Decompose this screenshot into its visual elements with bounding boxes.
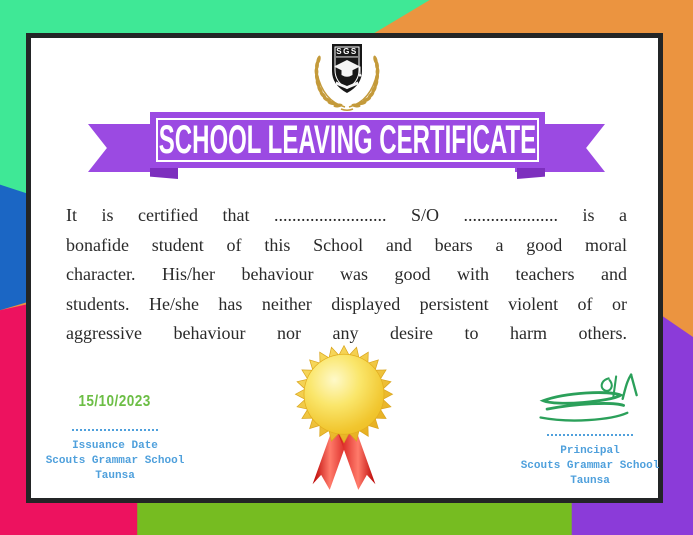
shield-icon (332, 44, 362, 93)
body-line: bonafide student of this School and bears a good moral (66, 234, 627, 255)
banner-fold-left (150, 168, 178, 179)
body-line: It is certified that ......................... S/O ..................... is a (66, 205, 627, 225)
body-line: character. His/her behaviour was good with teachers and (66, 264, 627, 284)
principal-dotted-line (547, 434, 633, 436)
principal-school: Scouts Grammar School (520, 460, 660, 472)
medal-icon (294, 344, 394, 498)
principal-label: Principal (560, 445, 620, 457)
certificate-title: SCHOOL LEAVING CERTIFICATE (158, 118, 537, 162)
issuance-label: Issuance Date (72, 440, 158, 452)
principal-block (515, 368, 665, 489)
principal-signature (534, 368, 646, 426)
certificate-body (66, 201, 627, 349)
medal-coin (304, 354, 384, 434)
principal-city: Taunsa (570, 475, 610, 487)
certificate-card (26, 33, 663, 503)
issuance-date: 15/10/2023 (78, 393, 152, 410)
banner-fold-right (517, 168, 545, 179)
issuance-block (40, 393, 190, 484)
issuance-city: Taunsa (95, 470, 135, 482)
body-line: aggressive behaviour nor any desire to harm others. (66, 323, 627, 343)
title-banner (150, 112, 545, 168)
body-line: students. He/she has neither displayed persistent violent of or (66, 293, 627, 314)
issuance-dotted-line (72, 429, 158, 431)
issuance-school: Scouts Grammar School (45, 455, 185, 467)
logo-monogram: SGS (336, 47, 358, 56)
school-crest-icon (299, 41, 395, 113)
